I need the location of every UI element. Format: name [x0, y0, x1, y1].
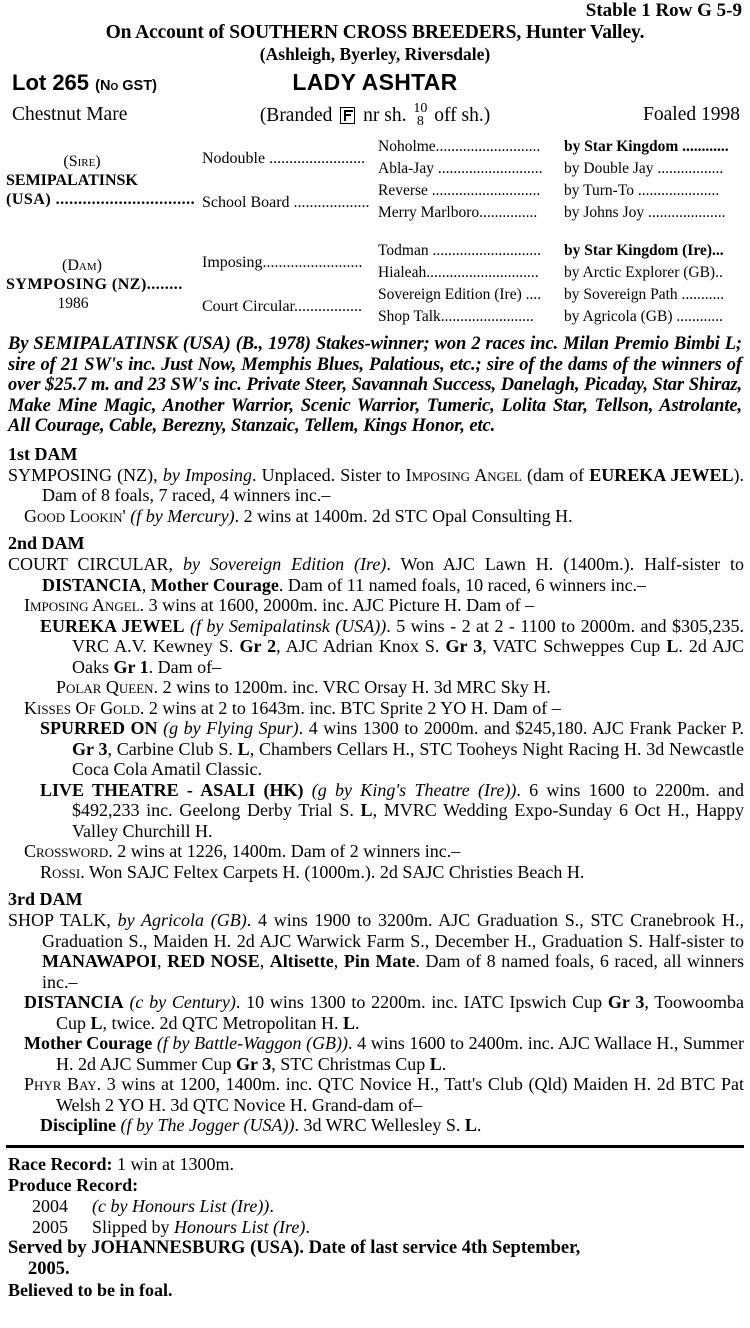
- entry-plain-text: . 2d AJC Oaks: [72, 636, 744, 677]
- entry-smallcaps-name: Crossword: [24, 841, 109, 861]
- entry-smallcaps-name: Rossi: [40, 861, 81, 882]
- dam2-heading: 2nd DAM: [8, 533, 85, 553]
- entry-bold-text: Gr 3: [72, 738, 108, 759]
- pedigree-entry: [6, 1074, 744, 1115]
- pedigree-entry: [6, 698, 744, 719]
- entry-plain-text: , twice. 2d QTC Metropolitan H.: [102, 1012, 343, 1033]
- entry-plain-text: .: [476, 1115, 482, 1135]
- pedigree-entry: [6, 718, 744, 780]
- pedigree-gen3-cell: Hialeah.............................: [378, 264, 539, 282]
- stable-location: Stable 1 Row G 5-9: [585, 0, 742, 21]
- produce-year: 2004: [32, 1195, 68, 1216]
- pedigree-gen4-cell: by Turn-To .....................: [564, 182, 720, 200]
- pedigree-gen4-cell: by Sovereign Path ...........: [564, 286, 725, 304]
- sire-paren-label: (Sire): [63, 152, 101, 170]
- entry-plain-text: . Dam of 8 named foals, 6 raced, all winners inc.–: [42, 951, 745, 992]
- pedigree-entry: [6, 616, 744, 678]
- entry-bold-text: Gr 2: [239, 636, 277, 656]
- brand-off-side-text: off sh.): [434, 105, 491, 126]
- brand-description: [6, 102, 744, 129]
- pedigree-entry: [6, 992, 744, 1033]
- pedigree-gen3-cell: Todman ............................: [378, 242, 541, 260]
- foaled-year: Foaled 1998: [643, 104, 740, 125]
- entry-bold-text: L: [429, 1053, 442, 1074]
- entry-italic-text: (g by Flying Spur): [157, 718, 299, 738]
- entry-bold-text: SPURRED ON: [40, 718, 158, 738]
- pedigree-dam-block: [6, 240, 744, 328]
- entry-smallcaps-name: Kisses Of Gold: [24, 697, 140, 718]
- dam2-entries: [6, 554, 744, 882]
- dam1-bold-name: EUREKA JEWEL: [589, 464, 734, 485]
- brand-near-side-text: nr sh.: [363, 105, 407, 126]
- dam1-progeny-name: Good Lookin': [24, 505, 126, 526]
- entry-plain-text: . Won SAJC Feltex Carpets H. (1000m.). 2d SAJC Christies Beach H.: [80, 861, 585, 882]
- entry-plain-text: . 2 wins to 1200m. inc. VRC Orsay H. 3d MRC Sky H.: [153, 677, 551, 697]
- dam1-text-1: . Unplaced. Sister to: [251, 464, 406, 485]
- pedigree-gen3-cell: Abla-Jay ...........................: [378, 160, 543, 178]
- pedigree-table: [6, 136, 744, 328]
- entry-bold-text: Mother Courage: [150, 574, 279, 595]
- entry-smallcaps-name: Phyr Bay: [24, 1074, 97, 1094]
- brand-number-bottom: 8: [416, 114, 424, 129]
- dam1-text-2: (dam of: [521, 464, 590, 485]
- entry-plain-text: . 2 wins at 1226, 1400m. Dam of 2 winners inc.–: [108, 841, 461, 861]
- entry-plain-text: COURT CIRCULAR,: [8, 554, 183, 574]
- entry-plain-text: . 6 wins 1600 to 2200m. and $492,233 inc. Geelong Derby Trial S.: [72, 779, 745, 820]
- entry-plain-text: . 3 wins at 1200, 1400m. inc. QTC Novice H., Tatt's Club (Qld) Maiden H. 2d BTC Pat Welsh 2 YO H. 3d QTC Novice H. Grand-dam of–: [56, 1074, 745, 1115]
- produce-prefix-text: Slipped by: [92, 1216, 175, 1237]
- pedigree-entry: [6, 862, 744, 883]
- entry-plain-text: . 3 wins at 1600, 2000m. inc. AJC Picture H. Dam of –: [139, 595, 535, 615]
- entry-plain-text: , STC Christmas Cup: [271, 1053, 430, 1074]
- catalogue-page: [0, 1, 750, 1328]
- dam-cell: [6, 240, 202, 328]
- brand-prefix-text: (Branded: [259, 105, 333, 126]
- entry-bold-text: Gr 1: [113, 656, 149, 677]
- entry-bold-text: L: [237, 738, 250, 759]
- produce-sire-italic: (c by Honours List (Ire)): [92, 1195, 270, 1216]
- entry-plain-text: , VATC Schweppes Cup: [482, 636, 667, 656]
- sire-dam-cell: School Board ...................: [202, 193, 370, 211]
- pedigree-gen3-cell: Shop Talk........................: [378, 308, 534, 326]
- entry-italic-text: (f by Battle-Waggon (GB)): [152, 1033, 349, 1053]
- brand-symbol-icon: [340, 107, 355, 124]
- pedigree-gen3-cell: Reverse ............................: [378, 182, 541, 200]
- pedigree-row: [6, 136, 744, 158]
- horse-description-row: [6, 102, 744, 132]
- lot-number-text: Lot 265: [12, 70, 90, 95]
- entry-plain-text: , Carbine Club S.: [107, 738, 238, 759]
- entry-bold-text: Discipline: [40, 1115, 117, 1135]
- dam1-main-entry: [6, 465, 744, 506]
- pedigree-gen3-cell: Merry Marlboro...............: [378, 204, 538, 222]
- entry-bold-text: L: [90, 1012, 103, 1033]
- entry-plain-text: . 4 wins 1300 to 2000m. and $245,180. AJC Frank Packer P.: [298, 718, 745, 738]
- entry-plain-text: . 4 wins 1900 to 3200m. AJC Graduation S., STC Cranebrook H., Graduation S., Maiden H. 2d AJC Warwick Farm S., December H., Graduation S. Half-sister to: [42, 910, 744, 951]
- dam1-sister-smallcaps: Imposing Angel: [405, 464, 522, 485]
- entry-italic-text: (f by The Jogger (USA)): [116, 1115, 295, 1135]
- pedigree-entry: [6, 595, 744, 616]
- entry-bold-text: DISTANCIA: [24, 992, 124, 1012]
- produce-sire-italic: Honours List (Ire): [174, 1216, 306, 1237]
- farms-line: (Ashleigh, Byerley, Riversdale): [259, 44, 491, 64]
- entry-plain-text: . 5 wins - 2 at 2 - 1100 to 2000m. and $305,235. VRC A.V. Kewney S.: [72, 615, 744, 656]
- produce-record-list: [6, 1196, 744, 1238]
- entry-bold-text: L: [343, 1012, 356, 1033]
- entry-plain-text: , Toowoomba Cup: [56, 992, 744, 1033]
- entry-bold-text: Gr 3: [607, 992, 645, 1012]
- race-record-line: [6, 1154, 744, 1175]
- sire-summary-paragraph: By SEMIPALATINSK (USA) (B., 1978) Stakes-winner; won 2 races inc. Milan Premio Bimbi L; sire of 21 SW's inc. Just Now, Memphis Blues, Palatious, etc.; sire of the dams of the winners of over $25.7 m. and 23 SW's inc. Private Steer, Savannah Success, Danelagh, Picaday, Star Shiraz, Make Mine Magic, Another Warrior, Scenic Warrior, Tumeric, Lolita Star, Tellson, Astrolante, All Courage, Cable, Berezny, Stanzaic, Tellem, Kings Honor, etc.: [8, 334, 742, 436]
- dam3-heading: 3rd DAM: [8, 889, 83, 909]
- pedigree-entry: [6, 1033, 744, 1074]
- race-record-label: Race Record:: [8, 1153, 113, 1174]
- entry-plain-text: . 4 wins 1600 to 2400m. inc. AJC Wallace H., Summer H. 2d AJC Summer Cup: [56, 1033, 744, 1074]
- race-record-value: 1 win at 1300m.: [112, 1153, 234, 1174]
- entry-bold-text: EUREKA JEWEL: [40, 615, 185, 636]
- pedigree-entry: [6, 554, 744, 595]
- sire-sire-cell: Nodouble ........................: [202, 149, 366, 167]
- entry-smallcaps-name: Polar Queen: [56, 677, 154, 697]
- dam1-sire-italic: by Imposing: [162, 464, 252, 485]
- pedigree-gen4-cell: by Star Kingdom (Ire)...: [564, 242, 724, 260]
- entry-plain-text: ,: [157, 951, 168, 971]
- pedigree-gen3-cell: Noholme...........................: [378, 138, 541, 156]
- entry-bold-text: Altisette: [269, 951, 334, 971]
- entry-plain-text: . Dam of 11 named foals, 10 raced, 6 winners inc.–: [278, 574, 647, 595]
- dam1-progeny-record: . 2 wins at 1400m. 2d STC Opal Consulting H.: [234, 505, 573, 526]
- entry-plain-text: . 10 wins 1300 to 2200m. inc. IATC Ipswich Cup: [235, 992, 608, 1012]
- pedigree-gen4-cell: by Agricola (GB) ............: [564, 308, 723, 326]
- entry-plain-text: .: [441, 1053, 447, 1074]
- entry-plain-text: ,: [141, 574, 151, 595]
- entry-plain-text: ,: [333, 951, 344, 971]
- entry-plain-text: . Won AJC Lawn H. (1400m.). Half-sister to: [386, 554, 744, 574]
- dam-dam-cell: Court Circular.................: [202, 297, 362, 315]
- dam-sire-cell: Imposing.........................: [202, 253, 363, 271]
- served-by-line: Served by JOHANNESBURG (USA). Date of last service 4th September,: [8, 1237, 581, 1258]
- entry-bold-text: MANAWAPOI: [42, 951, 157, 971]
- pedigree-entry: [6, 780, 744, 842]
- pedigree-sire-block: [6, 136, 744, 240]
- produce-record-label: Produce Record:: [8, 1174, 139, 1195]
- entry-bold-text: L: [666, 636, 679, 656]
- entry-smallcaps-name: Imposing Angel: [24, 595, 140, 615]
- colour-and-sex: Chestnut Mare: [12, 104, 128, 125]
- dam1-progeny-entry: [6, 506, 744, 527]
- entry-plain-text: . 2 wins at 2 to 1643m. inc. BTC Sprite 2 YO H. Dam of –: [139, 697, 561, 718]
- entry-bold-text: Gr 3: [445, 636, 483, 656]
- entry-plain-text: ,: [259, 951, 270, 971]
- pedigree-entry: [6, 910, 744, 992]
- sire-name-line2: (USA) ...............................: [6, 190, 196, 208]
- account-of-line: On Account of SOUTHERN CROSS BREEDERS, Hunter Valley.: [105, 22, 645, 43]
- entry-italic-text: by Agricola (GB): [117, 910, 247, 930]
- dam1-name: SYMPOSING (NZ),: [8, 464, 163, 485]
- entry-bold-text: RED NOSE: [167, 951, 260, 971]
- entry-plain-text: , AJC Adrian Knox S.: [276, 636, 446, 656]
- footer-divider: [6, 1145, 744, 1148]
- entry-plain-text: . Dam of–: [148, 656, 222, 677]
- entry-italic-text: by Sovereign Edition (Ire): [182, 554, 387, 574]
- produce-suffix-text: .: [269, 1195, 274, 1216]
- entry-italic-text: (f by Semipalatinsk (USA)): [184, 615, 387, 636]
- pedigree-entry: [6, 1115, 744, 1136]
- sire-name-line1: SEMIPALATINSK: [6, 171, 138, 189]
- produce-suffix-text: .: [305, 1216, 310, 1237]
- entry-plain-text: .: [355, 1012, 360, 1033]
- dam1-progeny-sire: (f by Mercury): [125, 505, 235, 526]
- pedigree-gen3-cell: Sovereign Edition (Ire) ....: [378, 286, 542, 304]
- gst-note: (No GST): [95, 78, 157, 94]
- entry-plain-text: , MVRC Wedding Expo-Sunday 6 Oct H., Happy Valley Churchill H.: [72, 800, 744, 841]
- pedigree-gen4-cell: by Johns Joy ....................: [564, 204, 726, 222]
- produce-record-row: [6, 1196, 744, 1217]
- entry-bold-text: L: [360, 800, 373, 820]
- entry-italic-text: (g by King's Theatre (Ire)): [303, 779, 517, 800]
- dam1-heading: 1st DAM: [8, 443, 78, 464]
- produce-year: 2005: [32, 1216, 68, 1237]
- pedigree-spacer: [6, 224, 744, 240]
- dam-name-line1: SYMPOSING (NZ)........: [6, 275, 183, 293]
- lot-row: [6, 68, 744, 102]
- served-by-continuation: 2005.: [28, 1258, 70, 1279]
- pedigree-gen4-cell: by Star Kingdom ............: [564, 138, 729, 156]
- brand-number-fraction: [413, 102, 427, 128]
- entry-bold-text: L: [464, 1115, 477, 1135]
- entry-bold-text: Pin Mate: [343, 951, 416, 971]
- produce-record-row: [6, 1217, 744, 1238]
- pedigree-gen4-cell: by Arctic Explorer (GB)..: [564, 264, 723, 282]
- dam-paren-label: (Dam): [62, 256, 102, 274]
- pedigree-entry: [6, 841, 744, 862]
- entry-bold-text: Gr 3: [236, 1053, 272, 1074]
- brand-number-top: 10: [413, 101, 428, 116]
- entry-plain-text: . 3d WRC Wellesley S.: [294, 1115, 465, 1135]
- sire-cell: [6, 136, 202, 224]
- dam-foaling-year: 1986: [57, 294, 89, 312]
- entry-bold-text: Mother Courage: [24, 1033, 153, 1053]
- page-title: LADY ASHTAR: [292, 69, 458, 95]
- pedigree-gen4-cell: by Double Jay .................: [564, 160, 724, 178]
- entry-italic-text: (c by Century): [123, 992, 236, 1012]
- dam1-text-3: ). Dam of 8 foals, 7 raced, 4 winners inc.–: [42, 464, 744, 505]
- entry-bold-text: DISTANCIA: [42, 574, 142, 595]
- dam3-entries: [6, 910, 744, 1136]
- entry-bold-text: LIVE THEATRE - ASALI (HK): [40, 779, 304, 800]
- pedigree-entry: [6, 677, 744, 698]
- pedigree-row: [6, 240, 744, 262]
- in-foal-status: Believed to be in foal.: [8, 1279, 173, 1300]
- entry-plain-text: SHOP TALK,: [8, 910, 118, 930]
- entry-plain-text: , Chambers Cellars H., STC Tooheys Night Racing H. 3d Newcastle Coca Cola Amatil Classic.: [72, 738, 745, 779]
